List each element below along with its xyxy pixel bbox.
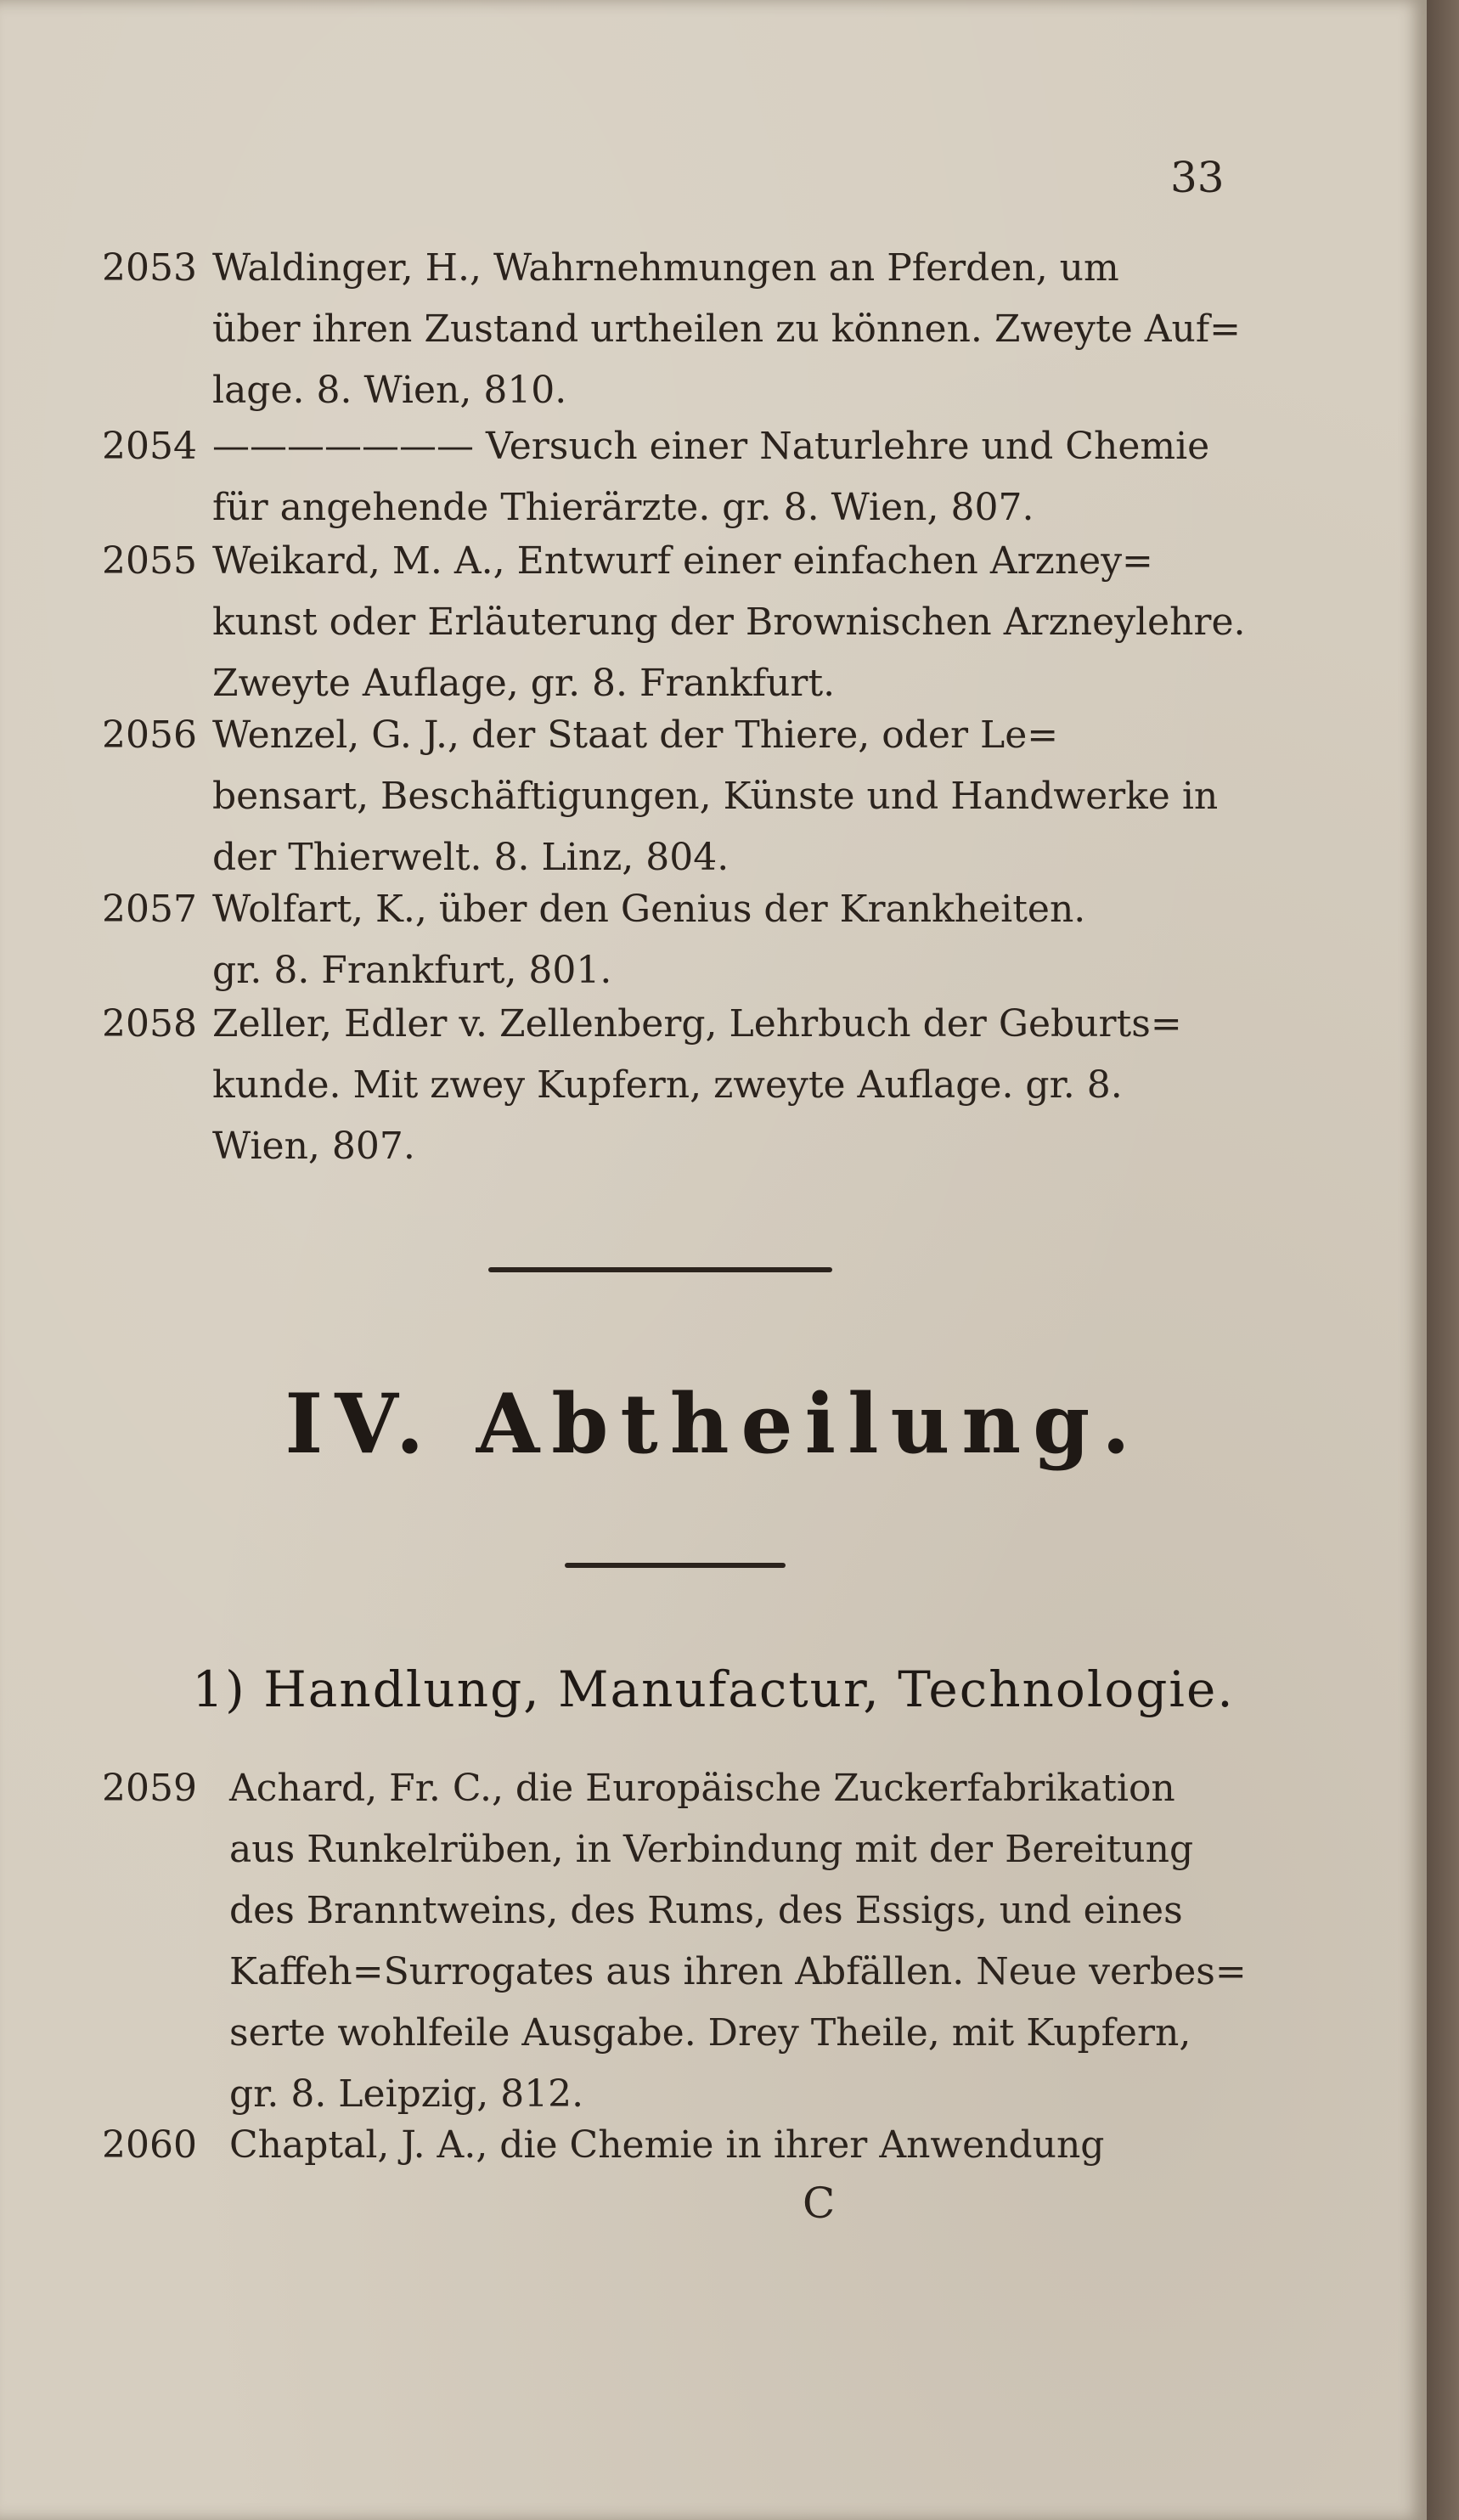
- entry-line: Weikard, M. A., Entwurf einer einfachen Arzney=: [212, 539, 1153, 583]
- entry-line: Wolfart, K., über den Genius der Krankheiten.: [212, 888, 1086, 931]
- catalog-entry: [102, 416, 1240, 538]
- entry-line: kunst oder Erläuterung der Brownischen Arzneylehre.: [212, 600, 1246, 644]
- entry-line: der Thierwelt. 8. Linz, 804.: [212, 836, 730, 879]
- entry-line: Wenzel, G. J., der Staat der Thiere, oder Le=: [212, 713, 1059, 757]
- entry-line: Zeller, Edler v. Zellenberg, Lehrbuch der Geburts=: [212, 1002, 1182, 1046]
- catalog-entry: [102, 994, 1240, 1177]
- entry-line: bensart, Beschäftigungen, Künste und Handwerke in: [212, 775, 1219, 818]
- entry-line: des Branntweins, des Rums, des Essigs, und eines: [229, 1889, 1183, 1932]
- entry-line: Kaffeh=Surrogates aus ihren Abfällen. Neue verbes=: [229, 1950, 1247, 1993]
- catalog-entry: [102, 705, 1240, 888]
- catalog-entry: [102, 531, 1246, 714]
- entry-number: 2058: [102, 1002, 197, 1046]
- section-heading: IV. Abtheilung.: [284, 1376, 1142, 1472]
- entry-line: serte wohlfeile Ausgabe. Drey Theile, mit Kupfern,: [229, 2011, 1191, 2055]
- divider-rule: [565, 1563, 786, 1568]
- entry-line: ——————— Versuch einer Naturlehre und Chemie: [212, 425, 1210, 468]
- entry-line: Zweyte Auflage, gr. 8. Frankfurt.: [212, 662, 836, 705]
- entry-line: gr. 8. Leipzig, 812.: [229, 2072, 584, 2116]
- catalog-entry: [102, 238, 1240, 421]
- subsection-heading: 1) Handlung, Manufactur, Technologie.: [192, 1660, 1235, 1718]
- entry-number: 2059: [102, 1767, 197, 1810]
- catalog-entry: [102, 879, 1240, 1001]
- entry-line: aus Runkelrüben, in Verbindung mit der Bereitung: [229, 1828, 1194, 1871]
- entry-number: 2056: [102, 713, 197, 757]
- entry-line: Wien, 807.: [212, 1125, 415, 1168]
- entry-line: Waldinger, H., Wahrnehmungen an Pferden, um: [212, 246, 1119, 290]
- divider-rule: [488, 1267, 832, 1272]
- entry-line: für angehende Thierärzte. gr. 8. Wien, 807.: [212, 486, 1034, 529]
- book-edge: [1427, 0, 1459, 2520]
- entry-line: über ihren Zustand urtheilen zu können. Zweyte Auf=: [212, 307, 1241, 351]
- entry-line: kunde. Mit zwey Kupfern, zweyte Auflage. gr. 8.: [212, 1063, 1123, 1107]
- entry-number: 2055: [102, 539, 197, 583]
- entry-line: Achard, Fr. C., die Europäische Zuckerfabrikation: [229, 1767, 1175, 1810]
- catchword: C: [803, 2179, 836, 2228]
- catalog-entry: [102, 2115, 1240, 2176]
- entry-line: Chaptal, J. A., die Chemie in ihrer Anwendung: [229, 2123, 1105, 2167]
- entry-number: 2060: [102, 2123, 197, 2167]
- entry-number: 2054: [102, 425, 197, 468]
- page-number: 33: [1170, 153, 1225, 202]
- entry-number: 2053: [102, 246, 197, 290]
- entry-number: 2057: [102, 888, 197, 931]
- catalog-entry: [102, 1758, 1247, 2125]
- entry-line: gr. 8. Frankfurt, 801.: [212, 949, 612, 992]
- entry-line: lage. 8. Wien, 810.: [212, 369, 567, 412]
